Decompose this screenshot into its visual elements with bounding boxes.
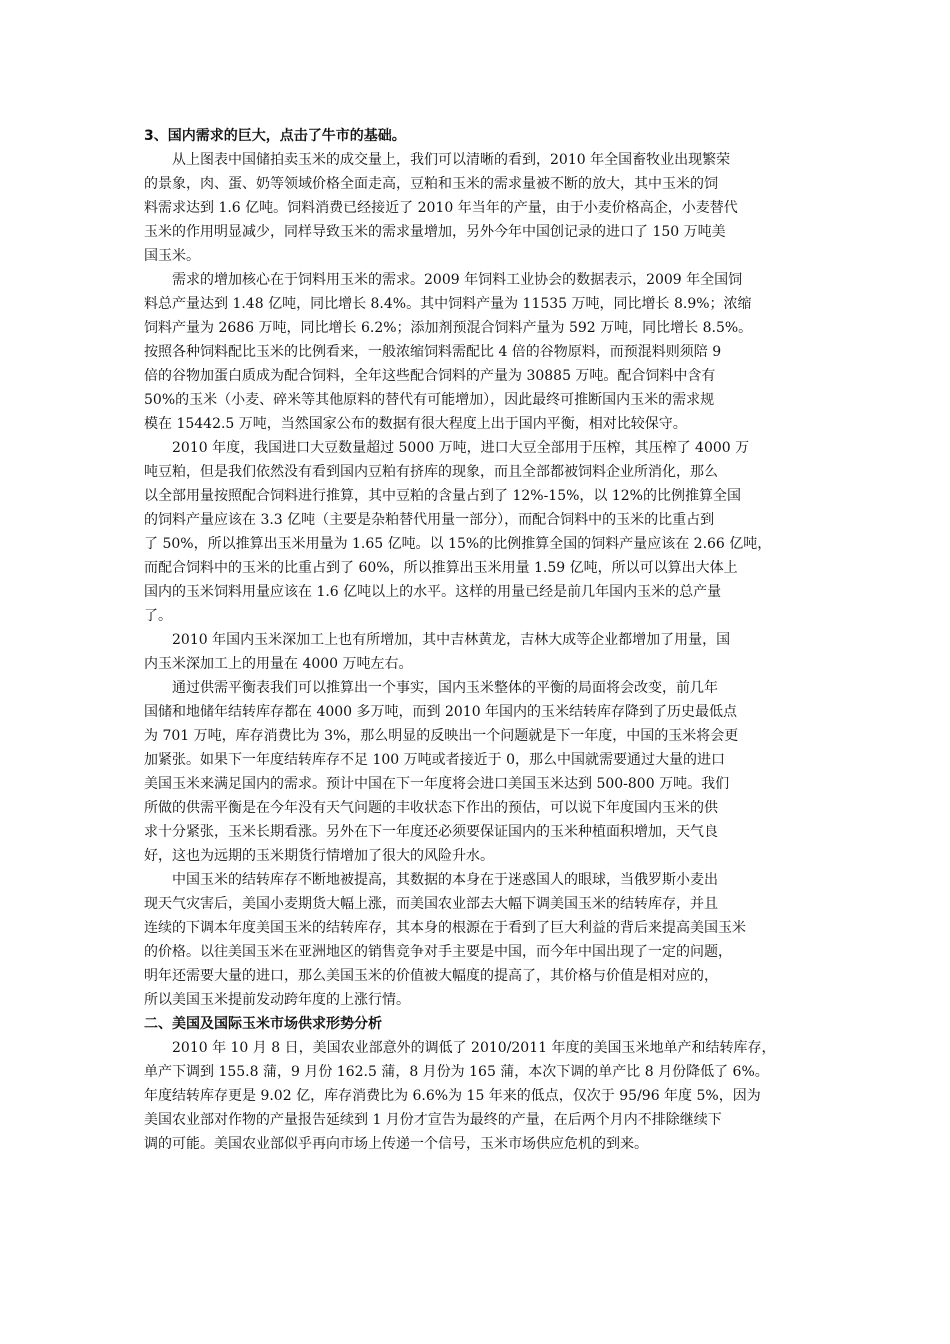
text-line: 好，这也为远期的玉米期货行情增加了很大的风险升水。 [144, 848, 494, 864]
text-line: 现天气灾害后，美国小麦期货大幅上涨，而美国农业部去大幅下调美国玉米的结转库存，并且 [144, 896, 718, 912]
text-line: 料需求达到 1.6 亿吨。饲料消费已经接近了 2010 年当年的产量，由于小麦价格高企，小麦替代 [144, 200, 738, 216]
text-line: 中国玉米的结转库存不断地被提高，其数据的本身在于迷惑国人的眼球，当俄罗斯小麦出 [172, 872, 718, 888]
text-line: 模在 15442.5 万吨，当然国家公布的数据有很大程度上出于国内平衡，相对比较保守。 [144, 416, 687, 432]
text-line: 为 701 万吨，库存消费比为 3%，那么明显的反映出一个问题就是下一年度，中国的玉米将会更 [144, 728, 739, 744]
text-line: 玉米的作用明显减少，同样导致玉米的需求量增加，另外今年中国创记录的进口了 150 万吨美 [144, 224, 726, 240]
text-line: 2010 年 10 月 8 日，美国农业部意外的调低了 2010/2011 年度的美国玉米地单产和结转库存， [172, 1040, 776, 1056]
text-line: 明年还需要大量的进口，那么美国玉米的价值被大幅度的提高了，其价格与价值是相对应的， [144, 968, 718, 984]
text-line: 倍的谷物加蛋白质成为配合饲料，全年这些配合饲料的产量为 30885 万吨。配合饲料中含有 [144, 368, 716, 384]
paragraph-7 [144, 1036, 812, 1156]
text-line: 求十分紧张，玉米长期看涨。另外在下一年度还必须要保证国内的玉米种植面积增加，天气良 [144, 824, 718, 840]
text-line: 从上图表中国储拍卖玉米的成交量上，我们可以清晰的看到，2010 年全国畜牧业出现繁荣 [172, 152, 731, 168]
text-line: 料总产量达到 1.48 亿吨，同比增长 8.4%。其中饲料产量为 11535 万吨，同比增长 8.9%；浓缩 [144, 296, 752, 312]
text-line: 所做的供需平衡是在今年没有天气问题的丰收状态下作出的预估，可以说下年度国内玉米的供 [144, 800, 718, 816]
text-line: 的饲料产量应该在 3.3 亿吨（主要是杂粕替代用量一部分），而配合饲料中的玉米的比重占到 [144, 512, 715, 528]
text-line: 而配合饲料中的玉米的比重占到了 60%，所以推算出玉米用量 1.59 亿吨，所以可以算出大体上 [144, 560, 738, 576]
paragraph-2 [144, 268, 812, 436]
paragraph-1 [144, 148, 812, 268]
text-line: 的价格。以往美国玉米在亚洲地区的销售竞争对手主要是中国，而今年中国出现了一定的问题， [144, 944, 732, 960]
text-line: 需求的增加核心在于饲料用玉米的需求。2009 年饲料工业协会的数据表示，2009 年全国饲 [172, 272, 743, 288]
section-heading-us-international: 二、美国及国际玉米市场供求形势分析 [144, 1016, 382, 1032]
document-page [144, 124, 812, 1156]
text-line: 加紧张。如果下一年度结转库存不足 100 万吨或者接近于 0，那么中国就需要通过大量的进口 [144, 752, 725, 768]
text-line: 美国玉米来满足国内的需求。预计中国在下一年度将会进口美国玉米达到 500-800 万吨。我们 [144, 776, 730, 792]
text-line: 饲料产量为 2686 万吨，同比增长 6.2%；添加剂预混合饲料产量为 592 万吨，同比增长 8.5%。 [144, 320, 753, 336]
text-line: 美国农业部对作物的产量报告延续到 1 月份才宣告为最终的产量，在后两个月内不排除继续下 [144, 1112, 722, 1128]
text-line: 内玉米深加工上的用量在 4000 万吨左右。 [144, 656, 413, 672]
paragraph-4 [144, 628, 812, 676]
text-line: 按照各种饲料配比玉米的比例看来，一般浓缩饲料需配比 4 倍的谷物原料，而预混料则须陪 9 [144, 344, 722, 360]
text-line: 吨豆粕，但是我们依然没有看到国内豆粕有挤库的现象，而且全部都被饲料企业所消化，那么 [144, 464, 718, 480]
text-line: 年度结转库存更是 9.02 亿，库存消费比为 6.6%为 15 年来的低点，仅次于 95/96 年度 5%，因为 [144, 1088, 761, 1104]
text-line: 调的可能。美国农业部似乎再向市场上传递一个信号，玉米市场供应危机的到来。 [144, 1136, 648, 1152]
text-line: 了 50%，所以推算出玉米用量为 1.65 亿吨。以 15%的比例推算全国的饲料产量应该在 2.66 亿吨， [144, 536, 772, 552]
text-line: 连续的下调本年度美国玉米的结转库存，其本身的根源在于看到了巨大利益的背后来提高美国玉米 [144, 920, 746, 936]
text-line: 50%的玉米（小麦、碎米等其他原料的替代有可能增加），因此最终可推断国内玉米的需求规 [144, 392, 715, 408]
text-line: 单产下调到 155.8 蒲，9 月份 162.5 蒲，8 月份为 165 蒲，本次下调的单产比 8 月份降低了 6%。 [144, 1064, 769, 1080]
section-heading-domestic-demand: 3、国内需求的巨大，点击了牛市的基础。 [144, 128, 406, 144]
text-line: 了。 [144, 608, 172, 624]
text-line: 所以美国玉米提前发动跨年度的上涨行情。 [144, 992, 410, 1008]
text-line: 国玉米。 [144, 248, 200, 264]
text-line: 2010 年国内玉米深加工上也有所增加，其中吉林黄龙，吉林大成等企业都增加了用量，国 [172, 632, 731, 648]
text-line: 国储和地储年结转库存都在 4000 多万吨，而到 2010 年国内的玉米结转库存降到了历史最低点 [144, 704, 738, 720]
text-line: 的景象，肉、蛋、奶等领域价格全面走高，豆粕和玉米的需求量被不断的放大，其中玉米的饲 [144, 176, 718, 192]
paragraph-6 [144, 868, 812, 1012]
text-line: 国内的玉米饲料用量应该在 1.6 亿吨以上的水平。这样的用量已经是前几年国内玉米的总产量 [144, 584, 722, 600]
text-line: 以全部用量按照配合饲料进行推算，其中豆粕的含量占到了 12%-15%，以 12%的比例推算全国 [144, 488, 741, 504]
paragraph-5 [144, 676, 812, 868]
text-line: 2010 年度，我国进口大豆数量超过 5000 万吨，进口大豆全部用于压榨，其压榨了 4000 万 [172, 440, 750, 456]
paragraph-3 [144, 436, 812, 628]
text-line: 通过供需平衡表我们可以推算出一个事实，国内玉米整体的平衡的局面将会改变，前几年 [172, 680, 718, 696]
